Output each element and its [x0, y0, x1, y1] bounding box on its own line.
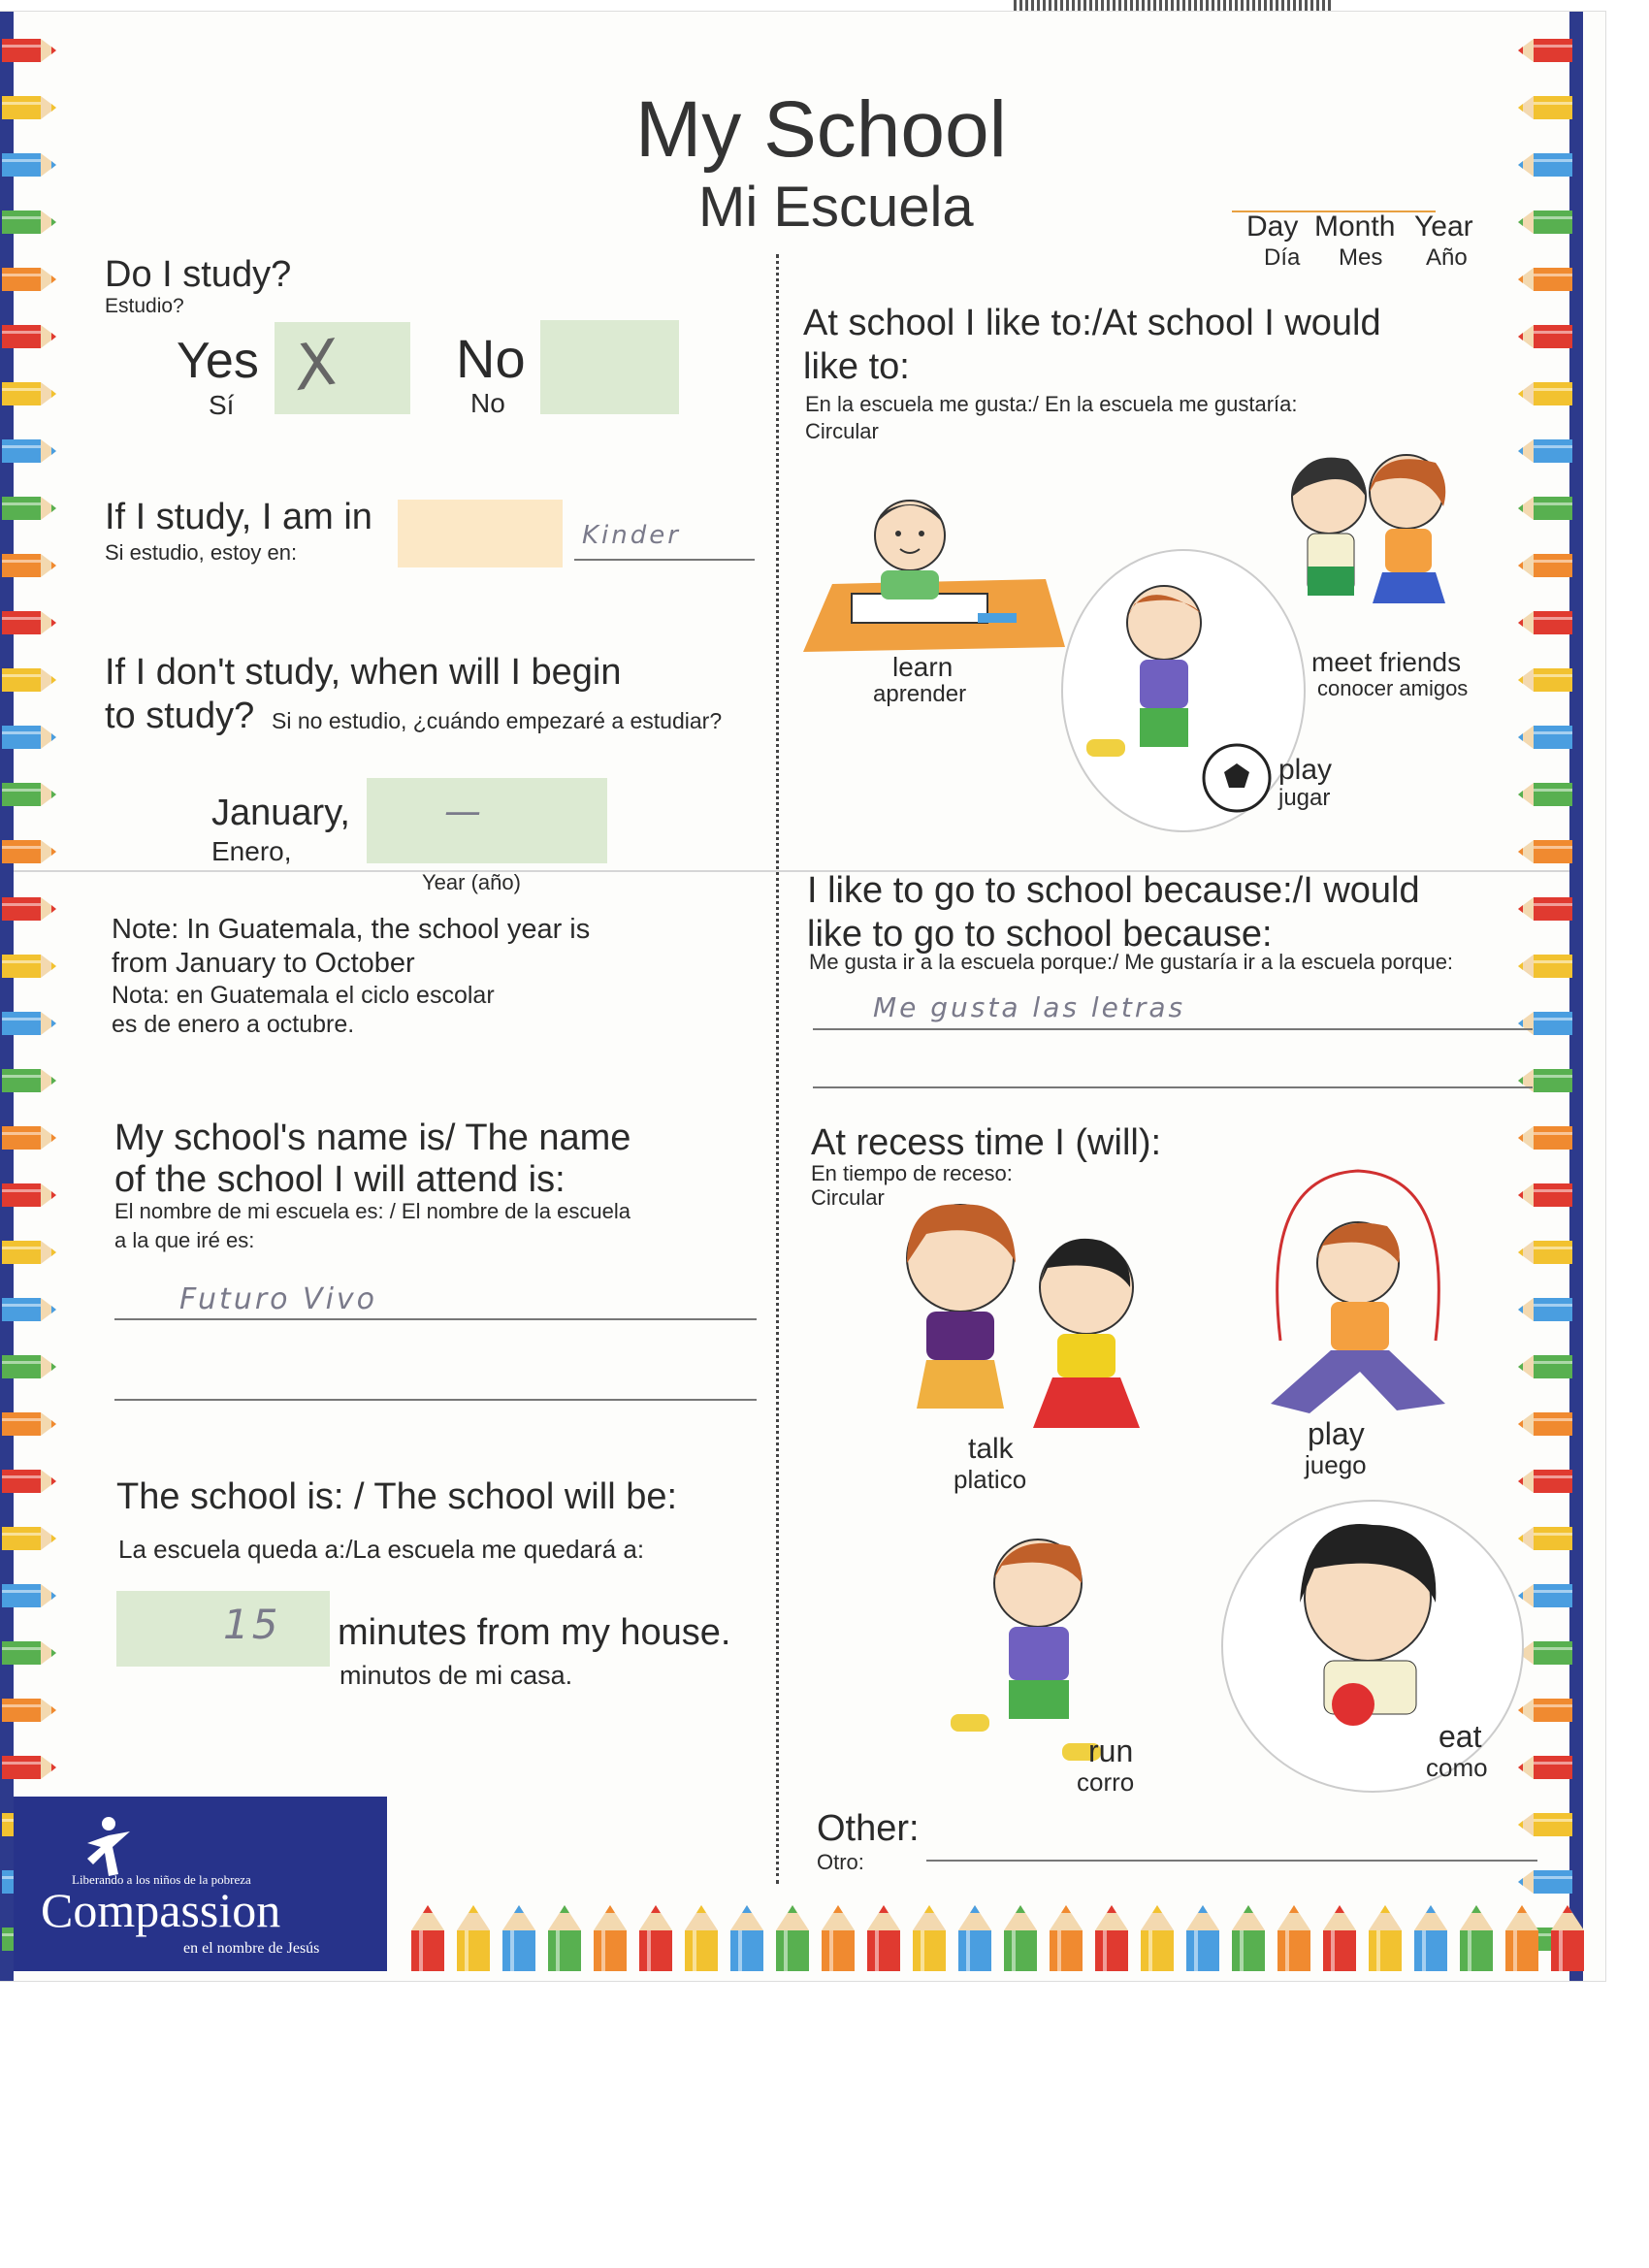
distance-suffix-es: minutos de mi casa. [340, 1661, 573, 1690]
yes-label: Yes [177, 333, 259, 389]
recess-title: At recess time I (will): [811, 1122, 1162, 1163]
other-line[interactable] [926, 1860, 1537, 1862]
pencil-icon [863, 1901, 904, 1971]
pencil-icon [772, 1901, 813, 1971]
pencil-icon [2, 1691, 58, 1730]
yes-mark: X [289, 326, 347, 405]
because-answer[interactable]: Me gusta las letras [873, 991, 1186, 1023]
begin-month-es: Enero, [211, 836, 292, 866]
month-label-es: Mes [1339, 244, 1383, 271]
distance-suffix: minutes from my house. [338, 1612, 731, 1653]
pencil-icon [1516, 1863, 1572, 1901]
pencil-icon [1516, 832, 1572, 871]
pencil-icon [681, 1901, 722, 1971]
pencil-icon [1516, 1118, 1572, 1157]
eat-label-es: como [1426, 1753, 1488, 1782]
pencil-icon [2, 1462, 58, 1501]
recess-es: En tiempo de receso: [811, 1161, 1013, 1185]
study-question-es: Estudio? [105, 295, 184, 317]
pencil-icon [1502, 1901, 1542, 1971]
pencil-icon [2, 832, 58, 871]
pencil-icon [1456, 1901, 1497, 1971]
pencil-icon [2, 1347, 58, 1386]
other-label: Other: [817, 1808, 920, 1849]
other-label-es: Otro: [817, 1850, 864, 1874]
begin-question-line1: If I don't study, when will I begin [105, 652, 622, 693]
pencil-icon [1274, 1901, 1314, 1971]
pencil-icon [1516, 546, 1572, 585]
bottom-pencil-border [407, 1898, 1600, 1971]
pencil-icon [499, 1901, 539, 1971]
pencil-icon [2, 260, 58, 299]
day-label-es: Día [1264, 244, 1301, 271]
pencil-icon [1516, 1805, 1572, 1844]
note-line3: Nota: en Guatemala el ciclo escolar [112, 982, 495, 1009]
pencil-icon [2, 88, 58, 127]
note-line1: Note: In Guatemala, the school year is [112, 914, 591, 945]
pencil-icon [1516, 146, 1572, 184]
pencil-icon [1091, 1901, 1132, 1971]
pencil-icon [2, 489, 58, 528]
pencil-icon [954, 1901, 995, 1971]
play-label: play [1278, 754, 1333, 786]
begin-question-es: Si no estudio, ¿cuándo empezaré a estudiar? [272, 708, 723, 733]
pencil-icon [2, 661, 58, 699]
pencil-icon [1516, 603, 1572, 642]
pencil-icon [453, 1901, 494, 1971]
pencil-icon [1228, 1901, 1269, 1971]
pencil-icon [2, 775, 58, 814]
like-line1: At school I like to:/At school I would [803, 303, 1381, 343]
recess-instruction: Circular [811, 1185, 885, 1210]
jump-play-label-es: juego [1305, 1450, 1367, 1479]
pencil-icon [1547, 1901, 1588, 1971]
pencil-icon [1516, 661, 1572, 699]
pencil-icon [1516, 88, 1572, 127]
school-name-line2: of the school I will attend is: [114, 1159, 566, 1200]
grade-answer[interactable]: Kinder [582, 521, 681, 550]
column-divider [776, 254, 779, 1884]
pencil-icon [1516, 1290, 1572, 1329]
run-label-es: corro [1077, 1767, 1135, 1797]
pencil-icon [2, 1576, 58, 1615]
pencil-icon [2, 146, 58, 184]
school-name-line1: My school's name is/ The name [114, 1118, 631, 1158]
distance-label: The school is: / The school will be: [116, 1476, 678, 1517]
pencil-icon [635, 1901, 676, 1971]
meet-friends-label: meet friends [1311, 647, 1462, 677]
no-label: No [456, 328, 526, 389]
begin-year-box[interactable] [367, 778, 607, 863]
distance-answer: 15 [223, 1601, 281, 1648]
year-label: Year [1414, 211, 1473, 243]
pencil-icon [2, 1061, 58, 1100]
school-name-line-b [114, 1399, 757, 1401]
pencil-icon [1516, 432, 1572, 470]
because-line-a [813, 1028, 1533, 1030]
talk-label-es: platico [954, 1465, 1027, 1494]
pencil-icon [727, 1901, 767, 1971]
pencil-icon [1516, 1176, 1572, 1215]
pencil-icon [1000, 1901, 1041, 1971]
school-name-es2: a la que iré es: [114, 1228, 255, 1252]
eat-label: eat [1439, 1719, 1482, 1754]
school-name-es1: El nombre de mi escuela es: / El nombre de la escuela [114, 1199, 630, 1223]
meet-friends-label-es: conocer amigos [1317, 676, 1469, 700]
logo-tagline: Liberando a los niños de la pobreza [72, 1872, 251, 1887]
like-instruction: Circular [805, 419, 879, 443]
pencil-icon [2, 31, 58, 70]
logo-subtag: en el nombre de Jesús [183, 1940, 320, 1957]
pencil-icon [1516, 31, 1572, 70]
pencil-icon [1516, 1405, 1572, 1443]
pencil-icon [2, 718, 58, 757]
pencil-icon [2, 1233, 58, 1272]
pencil-icon [1516, 890, 1572, 928]
page-title: My School [635, 85, 1007, 174]
play-illustration[interactable] [1057, 545, 1310, 836]
pencil-icon [2, 947, 58, 986]
pencil-icon [1516, 718, 1572, 757]
no-label-es: No [470, 388, 505, 418]
begin-year-answer: — [444, 790, 484, 832]
note-line4: es de enero a octubre. [112, 1011, 355, 1038]
grade-label: If I study, I am in [105, 497, 372, 537]
pencil-icon [1516, 947, 1572, 986]
because-line2: like to go to school because: [807, 914, 1273, 955]
pencil-icon [1046, 1901, 1086, 1971]
jump-play-label: play [1308, 1416, 1365, 1451]
pencil-icon [2, 432, 58, 470]
talk-label: talk [968, 1433, 1014, 1465]
pencil-icon [2, 1290, 58, 1329]
school-name-answer[interactable]: Futuro Vivo [179, 1282, 378, 1316]
pencil-icon [2, 1118, 58, 1157]
pencil-icon [1410, 1901, 1451, 1971]
pencil-icon [2, 1176, 58, 1215]
pencil-icon [2, 1405, 58, 1443]
pencil-icon [1516, 1061, 1572, 1100]
pencil-icon [2, 317, 58, 356]
no-checkbox[interactable] [540, 320, 679, 414]
pencil-icon [2, 546, 58, 585]
pencil-icon [2, 1748, 58, 1787]
because-line1: I like to go to school because:/I would [807, 870, 1420, 911]
pencil-icon [1516, 775, 1572, 814]
grade-label-es: Si estudio, estoy en: [105, 540, 298, 565]
pencil-icon [1516, 260, 1572, 299]
pencil-icon [590, 1901, 630, 1971]
like-es: En la escuela me gusta:/ En la escuela me gustaría: [805, 392, 1298, 416]
worksheet-page [0, 12, 1605, 1981]
pencil-icon [1516, 374, 1572, 413]
pencil-icon [407, 1901, 448, 1971]
begin-year-label: Year (año) [422, 870, 521, 894]
pencil-icon [2, 1634, 58, 1672]
pencil-icon [1516, 1462, 1572, 1501]
note-line2: from January to October [112, 948, 415, 979]
learn-label-es: aprender [873, 681, 967, 707]
yes-checkbox[interactable] [275, 322, 410, 414]
because-es: Me gusta ir a la escuela porque:/ Me gustaría ir a la escuela porque: [809, 950, 1454, 974]
pencil-icon [1319, 1901, 1360, 1971]
compassion-logo [14, 1797, 387, 1971]
grade-line [574, 559, 755, 561]
pencil-icon [1516, 317, 1572, 356]
pencil-icon [909, 1901, 950, 1971]
pencil-icon [2, 374, 58, 413]
pencil-icon [1516, 203, 1572, 242]
begin-question-line2: to study? [105, 696, 255, 736]
school-name-line-a [114, 1318, 757, 1320]
talk-illustration[interactable] [868, 1190, 1179, 1481]
run-label: run [1088, 1733, 1134, 1768]
jump-rope-illustration[interactable] [1251, 1156, 1474, 1438]
pencil-icon [818, 1901, 858, 1971]
yes-label-es: Sí [209, 390, 235, 420]
learn-illustration[interactable] [803, 468, 1075, 662]
pencil-icon [2, 1004, 58, 1043]
pencil-icon [2, 890, 58, 928]
pencil-icon [1516, 1347, 1572, 1386]
pencil-icon [1365, 1901, 1406, 1971]
begin-month: January, [211, 793, 350, 833]
page-subtitle: Mi Escuela [698, 176, 974, 239]
pencil-icon [1182, 1901, 1223, 1971]
like-line2: like to: [803, 346, 910, 387]
left-pencil-border [2, 12, 58, 1981]
pencil-icon [1516, 1233, 1572, 1272]
year-label-es: Año [1426, 244, 1468, 271]
pencil-icon [544, 1901, 585, 1971]
grade-box[interactable] [398, 500, 563, 567]
month-label: Month [1314, 211, 1396, 243]
pencil-icon [2, 603, 58, 642]
pencil-icon [1137, 1901, 1178, 1971]
learn-label: learn [892, 652, 954, 682]
pencil-icon [1516, 489, 1572, 528]
play-label-es: jugar [1278, 785, 1331, 811]
distance-label-es: La escuela queda a:/La escuela me quedará a: [118, 1535, 645, 1564]
pencil-icon [2, 1519, 58, 1558]
distance-box[interactable] [116, 1591, 330, 1667]
study-question: Do I study? [105, 254, 292, 295]
logo-name: Compassion [41, 1883, 281, 1937]
pencil-icon [2, 203, 58, 242]
because-line-b [813, 1086, 1533, 1088]
pencil-icon [1516, 1004, 1572, 1043]
day-label: Day [1246, 211, 1299, 243]
